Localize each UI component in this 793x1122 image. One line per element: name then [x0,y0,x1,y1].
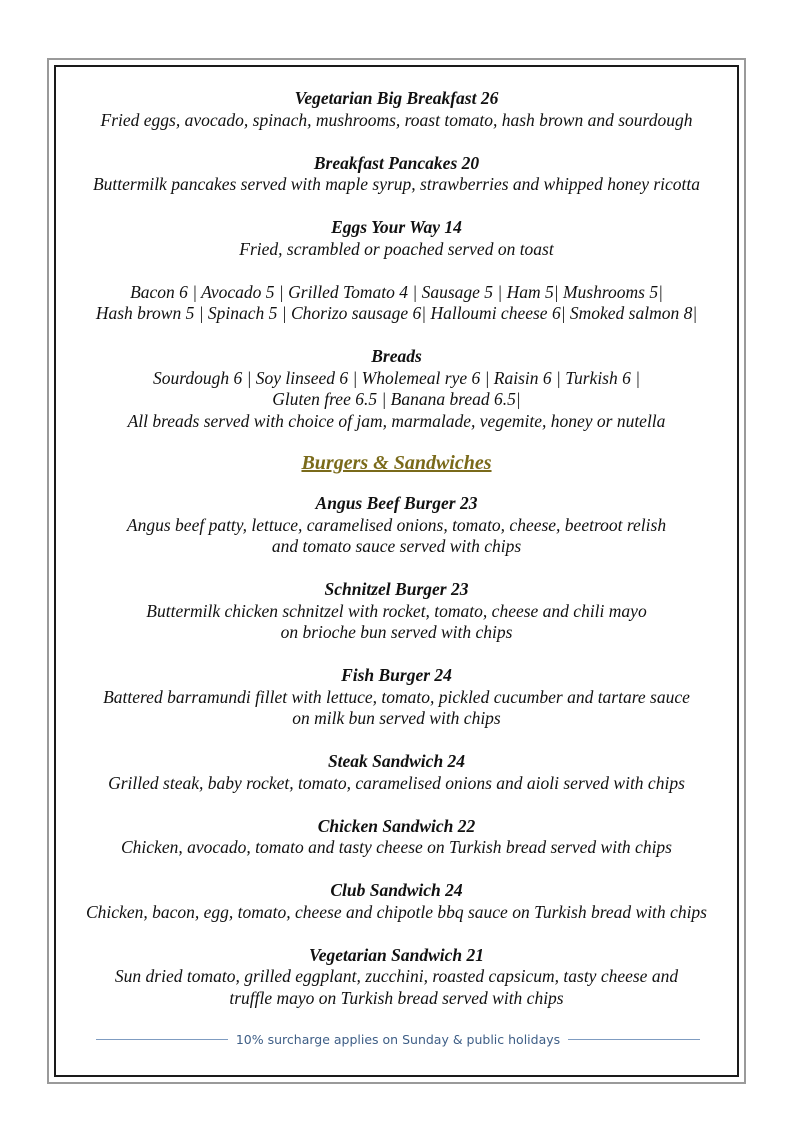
menu-item [0,88,793,131]
menu-item-description: Fried eggs, avocado, spinach, mushrooms, roast tomato, hash brown and sourdough [100,109,693,130]
sides-line: Hash brown 5 | Spinach 5 | Chorizo sausage 6| Halloumi cheese 6| Smoked salmon 8| [95,303,698,323]
menu-item [0,493,793,558]
sides-line: Bacon 6 | Avocado 5 | Grilled Tomato 4 | Sausage 5 | Ham 5| Mushrooms 5| [130,281,663,302]
menu-item-title: Breakfast Pancakes 20 [313,152,480,173]
menu-item-title: Angus Beef Burger 23 [315,493,478,513]
menu-item [0,153,793,196]
menu-item-title: Club Sandwich 24 [330,880,463,900]
breads-note: All breads served with choice of jam, marmalade, vegemite, honey or nutella [127,410,666,431]
section-heading-burgers: Burgers & Sandwiches [301,452,492,474]
breads-line: Sourdough 6 | Soy linseed 6 | Wholemeal rye 6 | Raisin 6 | Turkish 6 | [152,367,641,388]
surcharge-note: 10% surcharge applies on Sunday & public holidays [235,1032,561,1047]
menu-item-description: on milk bun served with chips [292,708,501,728]
menu-item-title: Fish Burger 24 [341,665,452,685]
menu-item-title: Chicken Sandwich 22 [317,815,476,836]
menu-item-description: Angus beef patty, lettuce, caramelised onions, tomato, cheese, beetroot relish [126,514,667,535]
menu-item [0,816,793,859]
menu-item-title: Schnitzel Burger 23 [324,579,469,599]
menu-item-title: Eggs Your Way 14 [331,217,462,237]
breads-block [0,346,793,432]
menu-item-description: Sun dried tomato, grilled eggplant, zucchini, roasted capsicum, tasty cheese and [114,966,679,986]
menu-item-description: Grilled steak, baby rocket, tomato, caramelised onions and aioli served with chips [108,772,685,793]
menu-item-description: Fried, scrambled or poached served on toast [239,238,554,259]
menu-item-description: Chicken, avocado, tomato and tasty cheese on Turkish bread served with chips [121,837,672,857]
sides-list [0,282,793,325]
menu-item [0,751,793,794]
menu-item-description: Buttermilk pancakes served with maple syrup, strawberries and whipped honey ricotta [92,174,701,194]
breads-title: Breads [371,346,422,366]
menu-item [0,945,793,1010]
menu-item [0,880,793,923]
menu-item-description: Chicken, bacon, egg, tomato, cheese and chipotle bbq sauce on Turkish bread with chips [86,901,707,922]
menu-item-title: Vegetarian Big Breakfast 26 [294,88,499,108]
menu-item [0,217,793,260]
menu-item [0,665,793,730]
menu-item-description: truffle mayo on Turkish bread served with chips [229,987,564,1008]
menu-item-description: on brioche bun served with chips [280,622,513,642]
surcharge-footer [96,1032,700,1047]
menu-item-title: Vegetarian Sandwich 21 [308,944,485,965]
menu-item-description: and tomato sauce served with chips [271,536,522,556]
menu-item-description: Battered barramundi fillet with lettuce, tomato, pickled cucumber and tartare sauce [103,686,690,707]
footer-rule-left [96,1039,228,1040]
breads-line: Gluten free 6.5 | Banana bread 6.5| [272,389,521,409]
menu-content [0,88,793,1031]
menu-item [0,579,793,644]
footer-rule-right [568,1039,700,1040]
menu-item-description: Buttermilk chicken schnitzel with rocket, tomato, cheese and chili mayo [146,600,647,621]
menu-item-title: Steak Sandwich 24 [327,751,466,771]
